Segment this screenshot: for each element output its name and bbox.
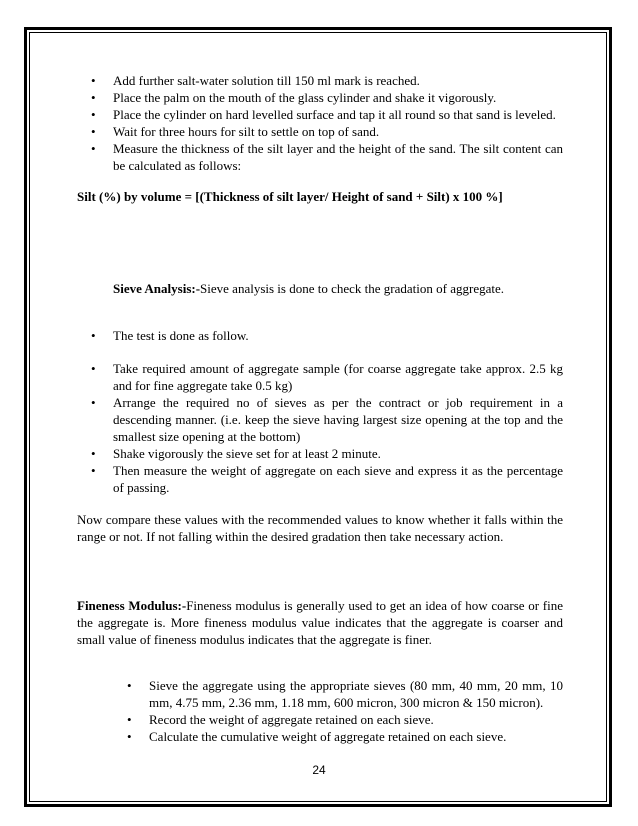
salt-steps-list bbox=[77, 72, 563, 174]
sieve-steps-list bbox=[77, 360, 563, 496]
sieve-conclusion: Now compare these values with the recommended values to know whether it falls within the range or not. If not falling within the desired gradation then take necessary action. bbox=[77, 512, 563, 544]
list-item: • Shake vigorously the sieve set for at least 2 minute. bbox=[77, 445, 563, 462]
fineness-steps-list bbox=[113, 677, 563, 745]
fineness-heading: Fineness Modulus:- bbox=[77, 598, 187, 613]
sieve-note-list bbox=[77, 327, 563, 344]
list-item: • The test is done as follow. bbox=[77, 327, 563, 344]
fineness-intro bbox=[77, 597, 563, 648]
sieve-intro-text: Sieve analysis is done to check the gradation of aggregate. bbox=[200, 281, 504, 296]
fineness-intro-text: Fineness modulus is generally used to get an idea of how coarse or fine the aggregate is. More fineness modulus value indicates that the aggregate is coarser and small value of fineness modulus indicates that the aggregate is finer. bbox=[77, 598, 563, 647]
list-item: • Place the cylinder on hard levelled surface and tap it all round so that sand is leveled. bbox=[77, 106, 563, 123]
list-item: • Then measure the weight of aggregate on each sieve and express it as the percentage of passing. bbox=[77, 462, 563, 496]
list-item: • Add further salt-water solution till 150 ml mark is reached. bbox=[77, 72, 563, 89]
page-number: 24 bbox=[312, 763, 326, 777]
list-item: • Take required amount of aggregate sample (for coarse aggregate take approx. 2.5 kg and for fine aggregate take 0.5 kg) bbox=[77, 360, 563, 394]
list-item: • Place the palm on the mouth of the glass cylinder and shake it vigorously. bbox=[77, 89, 563, 106]
sieve-intro bbox=[113, 280, 563, 297]
silt-formula: Silt (%) by volume = [(Thickness of silt layer/ Height of sand + Silt) x 100 %] bbox=[77, 189, 503, 204]
list-item: • Sieve the aggregate using the appropriate sieves (80 mm, 40 mm, 20 mm, 10 mm, 4.75 mm, 2.36 mm, 1.18 mm, 600 micron, 300 micron & 150 micron). bbox=[113, 677, 563, 711]
list-item: • Measure the thickness of the silt layer and the height of the sand. The silt content can be calculated as follows: bbox=[77, 140, 563, 174]
list-item: • Arrange the required no of sieves as per the contract or job requirement in a descending manner. (i.e. keep the sieve having largest size opening at the top and the smallest size opening at the bottom) bbox=[77, 394, 563, 445]
list-item: • Record the weight of aggregate retained on each sieve. bbox=[113, 711, 563, 728]
list-item: • Wait for three hours for silt to settle on top of sand. bbox=[77, 123, 563, 140]
sieve-heading: Sieve Analysis:- bbox=[113, 281, 201, 296]
list-item: • Calculate the cumulative weight of aggregate retained on each sieve. bbox=[113, 728, 563, 745]
